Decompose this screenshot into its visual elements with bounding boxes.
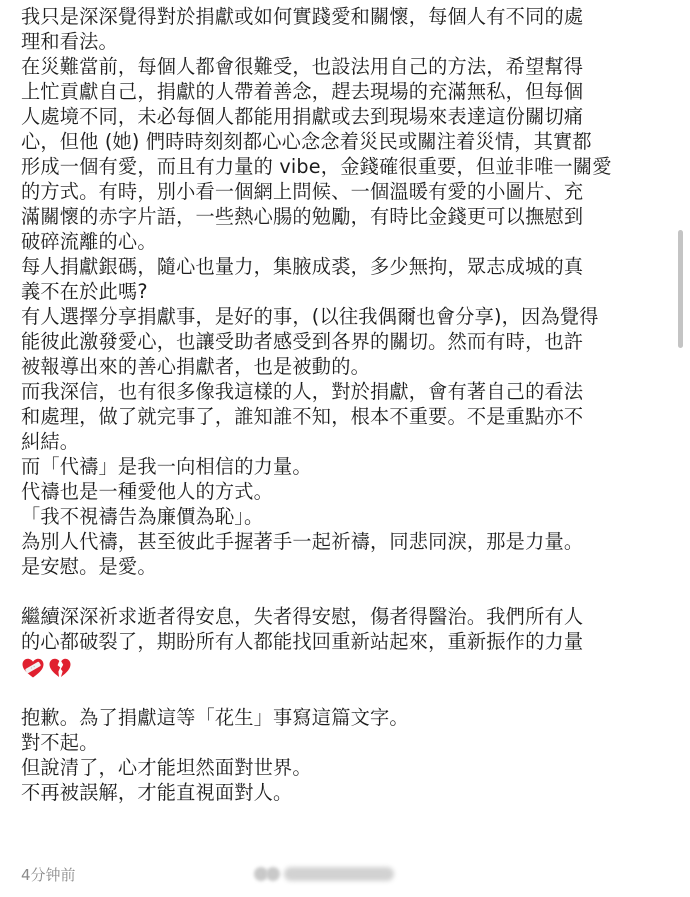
post-line: 繼續深深祈求逝者得安息，失者得安慰，傷者得醫治。我們所有人: [21, 605, 584, 628]
post-meta-row: [21, 862, 671, 886]
post-body: [21, 4, 667, 805]
post-line: 理和看法。: [21, 30, 118, 53]
post-line: 為別人代禱，甚至彼此手握著手一起祈禱，同悲同淚，那是力量。: [21, 530, 584, 553]
post-line: [21, 680, 667, 705]
post-line: 在災難當前，每個人都會很難受，也設法用自己的方法，希望幫得: [21, 55, 584, 78]
reaction-summary[interactable]: [254, 867, 394, 881]
post-line: 和處理，做了就完事了，誰知誰不知，根本不重要。不是重點亦不: [21, 405, 584, 428]
post-line: 每人捐獻銀碼，隨心也量力，集腋成裘，多少無拘，眾志成城的真: [21, 255, 584, 278]
broken-heart-icon: [48, 657, 72, 679]
post-line: 能彼此激發愛心，也讓受助者感受到各界的關切。然而有時，也許: [21, 330, 584, 353]
post-line: 不再被誤解，才能直視面對人。: [21, 781, 293, 804]
reaction-text: [284, 867, 394, 881]
scrollbar-thumb[interactable]: [678, 230, 683, 348]
post-line: 而「代禱」是我一向相信的力量。: [21, 455, 312, 478]
heart-with-bandage-icon: [21, 657, 45, 679]
post-line: 人處境不同，未必每個人都能用捐獻或去到現場來表達這份關切痛: [21, 105, 584, 128]
post-line: 抱歉。為了捐獻這等「花生」事寫這篇文字。: [21, 706, 409, 729]
post-line: 而我深信，也有很多像我這樣的人，對於捐獻，會有著自己的看法: [21, 380, 584, 403]
post-line: 是安慰。是愛。: [21, 555, 157, 578]
post-line: 「我不視禱告為廉價為恥」。: [21, 505, 264, 528]
post-line: 義不在於此嗎?: [21, 280, 148, 303]
post-line: 有人選擇分享捐獻事，是好的事，(以往我偶爾也會分享)，因為覺得: [21, 305, 599, 328]
post-line: 形成一個有愛，而且有力量的 vibe，金錢確很重要，但並非唯一關愛: [21, 155, 612, 178]
post-line: 對不起。: [21, 731, 99, 754]
post-line: 我只是深深覺得對於捐獻或如何實踐愛和關懷，每個人有不同的處: [21, 5, 584, 28]
post-line: 的方式。有時，別小看一個網上問候、一個溫暖有愛的小圖片、充: [21, 180, 584, 203]
post-line: 滿關懷的赤字片語，一些熱心腸的勉勵，有時比金錢更可以撫慰到: [21, 205, 584, 228]
post-line: 糾結。: [21, 430, 80, 453]
post-line: 破碎流離的心。: [21, 230, 157, 253]
post-timestamp: 4分钟前: [21, 865, 76, 884]
post-line: 代禱也是一種愛他人的方式。: [21, 480, 274, 503]
post-line: 上忙貢獻自己，捐獻的人帶着善念，趕去現場的充滿無私，但每個: [21, 80, 584, 103]
post-line: 的心都破裂了，期盼所有人都能找回重新站起來，重新振作的力量: [21, 630, 584, 653]
post-line: 但說清了，心才能坦然面對世界。: [21, 756, 312, 779]
post-line: [21, 579, 667, 604]
heart-emoji-row: [21, 655, 667, 680]
post-line: 被報導出來的善心捐獻者，也是被動的。: [21, 355, 370, 378]
post-line: 心，但他 (她) 們時時刻刻都心心念念着災民或關注着災情，其實都: [21, 130, 592, 153]
reaction-avatar: [266, 867, 280, 881]
